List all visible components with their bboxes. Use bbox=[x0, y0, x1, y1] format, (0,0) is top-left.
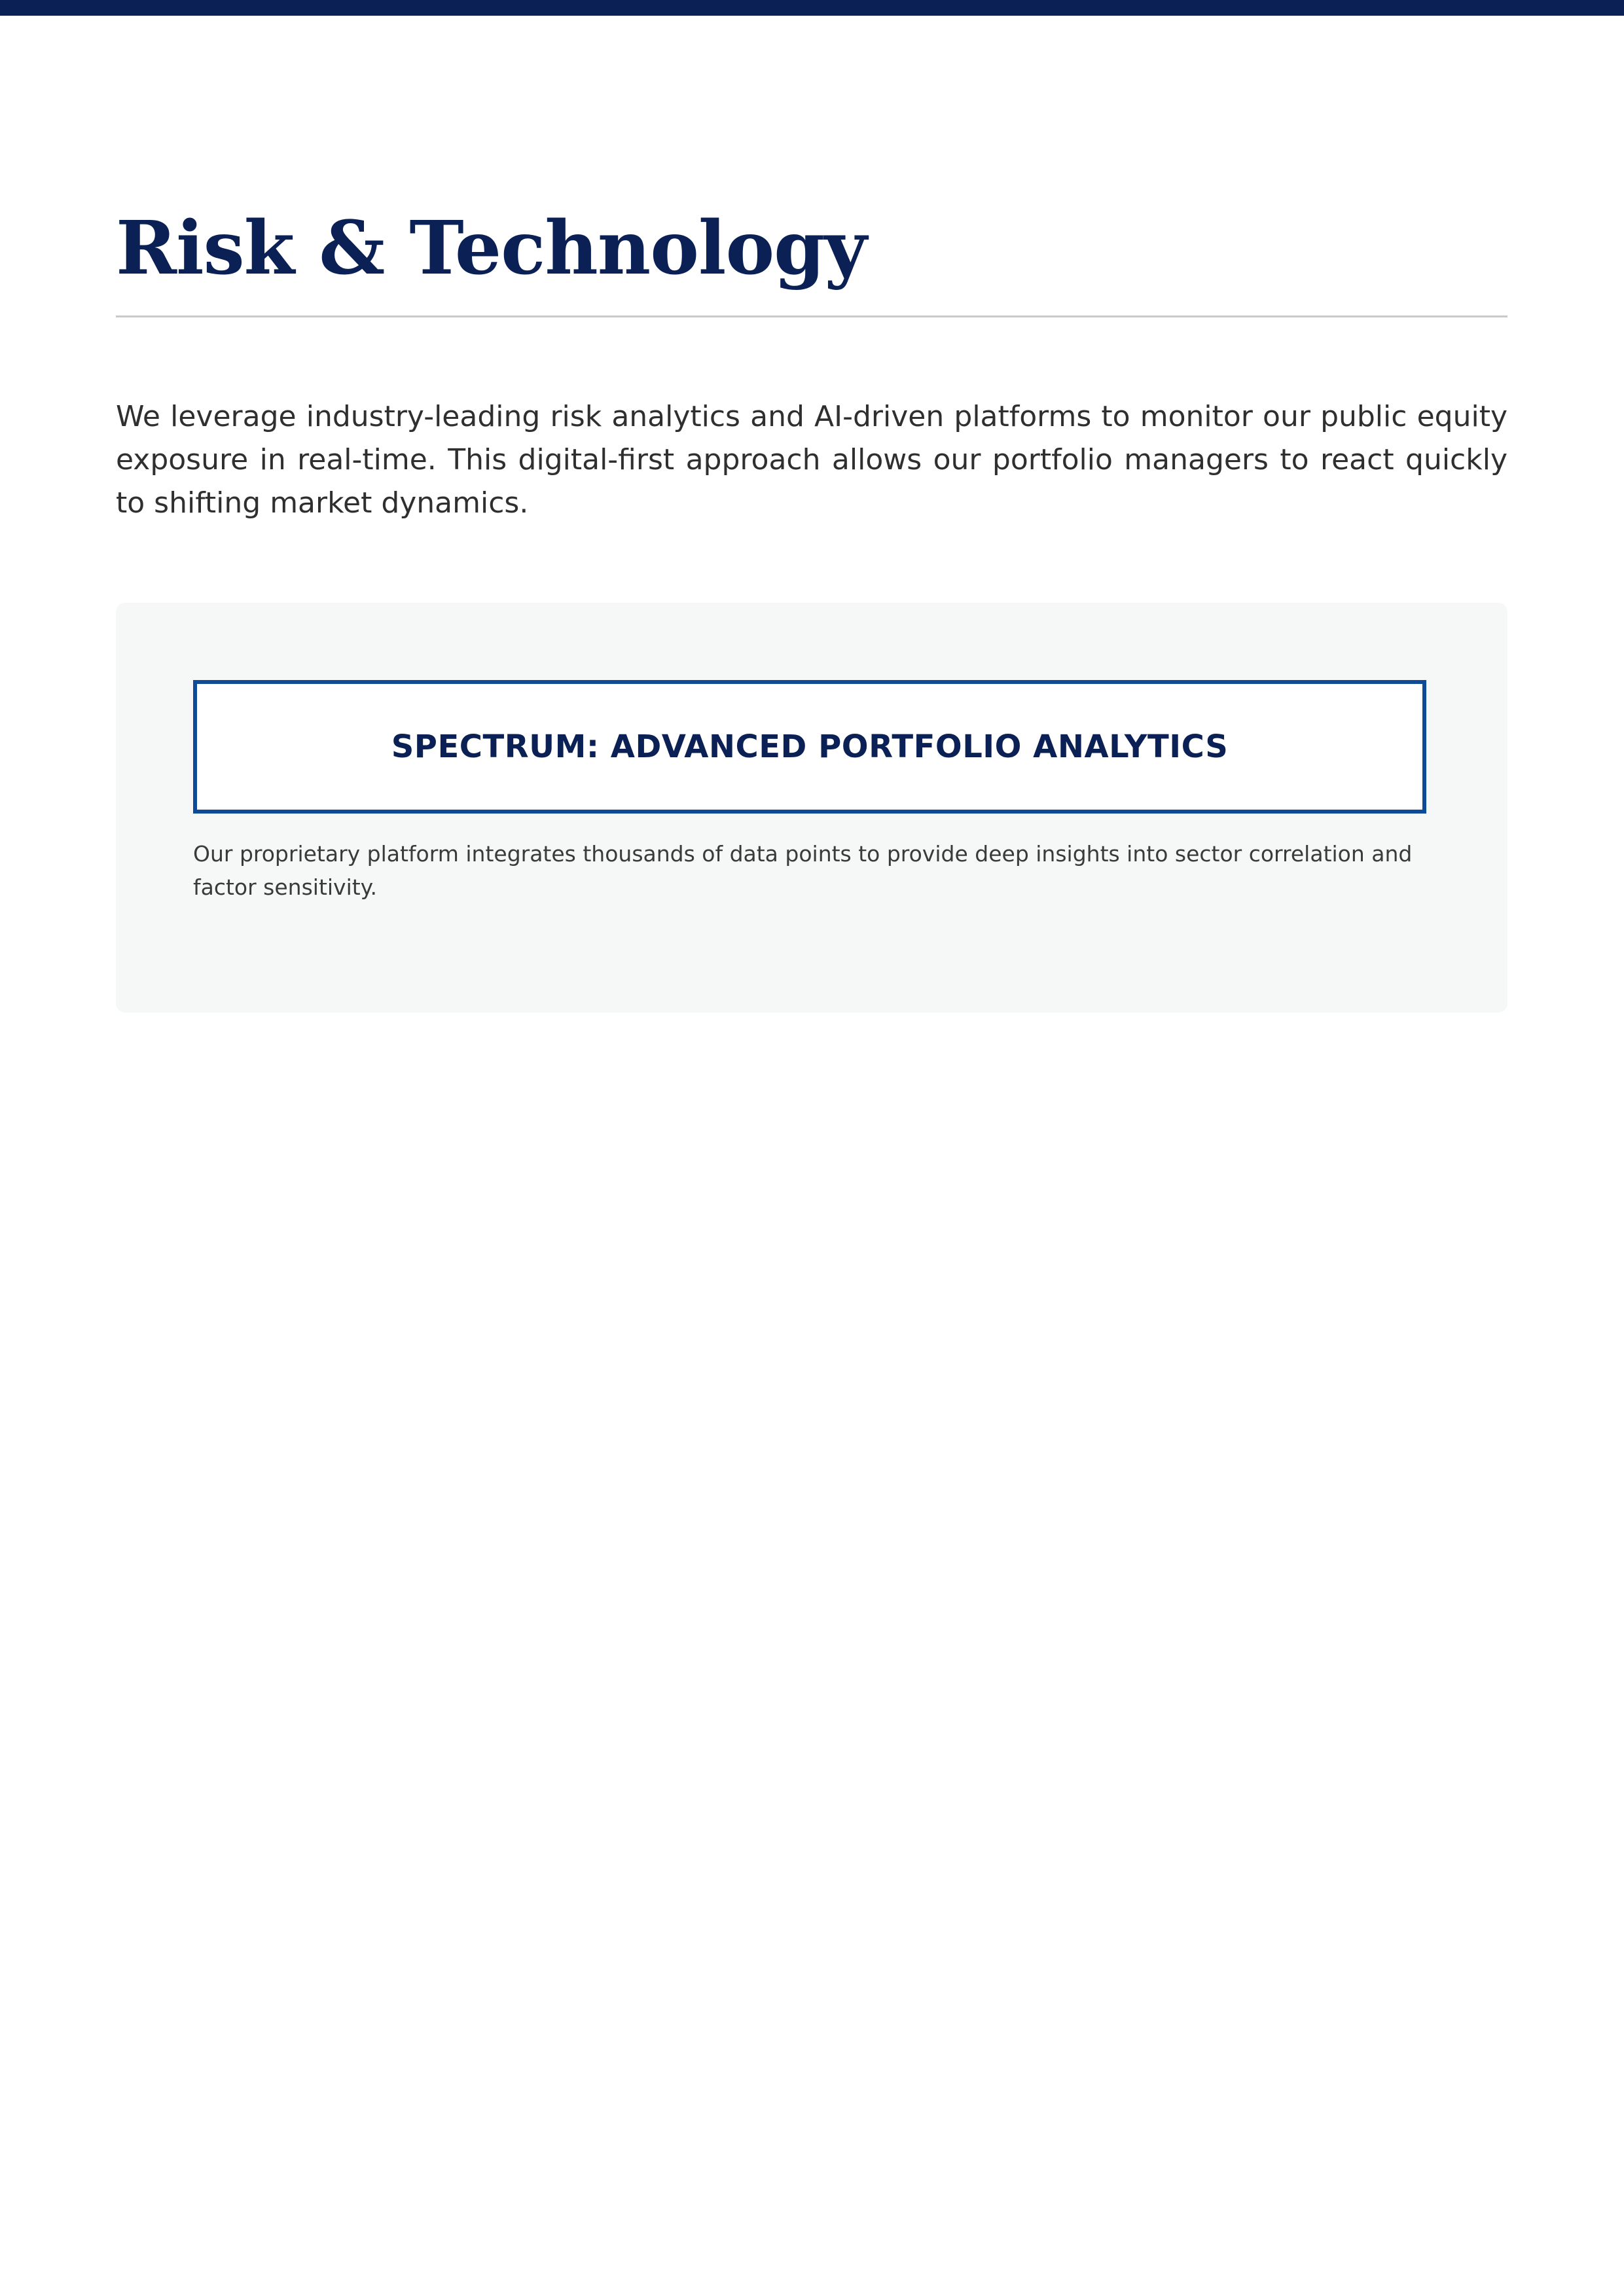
feature-heading: SPECTRUM: ADVANCED PORTFOLIO ANALYTICS bbox=[391, 728, 1229, 765]
intro-paragraph: We leverage industry-leading risk analytics and AI-driven platforms to monitor our public equity exposure in real-time. This digital-first approach allows our portfolio managers to react quickly to shifting market dynamics. bbox=[116, 400, 1507, 520]
feature-panel bbox=[116, 603, 1507, 1013]
feature-banner bbox=[193, 680, 1426, 814]
feature-description: Our proprietary platform integrates thousands of data points to provide deep insights into sector correlation and factor sensitivity. bbox=[193, 841, 1413, 900]
top-accent-bar bbox=[0, 0, 1624, 16]
page-title: Risk & Technology bbox=[116, 206, 867, 291]
title-divider bbox=[116, 315, 1507, 317]
